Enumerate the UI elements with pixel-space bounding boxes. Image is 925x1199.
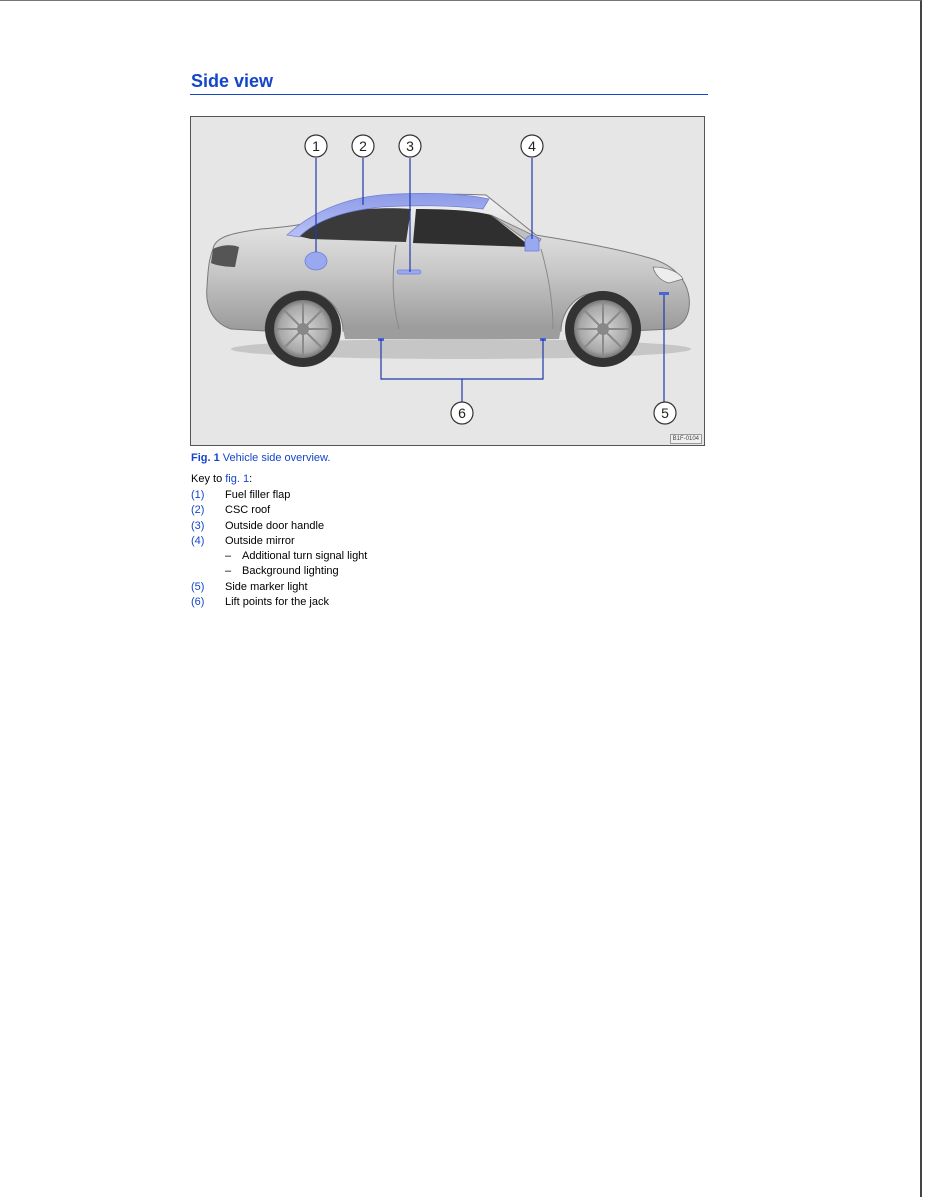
callout-6-label: 6 bbox=[458, 405, 466, 421]
figure-code: B1F-0104 bbox=[670, 434, 702, 444]
side-marker-highlight bbox=[659, 292, 669, 295]
rear-wheel bbox=[265, 291, 341, 367]
callout-4 bbox=[521, 135, 543, 157]
key-subitem-label: Additional turn signal light bbox=[242, 550, 368, 563]
key-item-label: CSC roof bbox=[225, 504, 271, 517]
callout-2-label: 2 bbox=[359, 138, 367, 154]
key-item-label: Outside door handle bbox=[225, 519, 325, 532]
bullet-dash: – bbox=[225, 550, 232, 563]
callout-1 bbox=[305, 135, 327, 157]
key-subitem-label: Background lighting bbox=[242, 565, 339, 578]
bullet-dash: – bbox=[225, 565, 232, 578]
key-item-number[interactable]: (1) bbox=[191, 489, 205, 501]
key-intro-suffix: : bbox=[249, 473, 253, 485]
title-underline bbox=[190, 94, 708, 95]
callout-5-label: 5 bbox=[661, 405, 669, 421]
key-item-label: Fuel filler flap bbox=[225, 489, 291, 501]
key-item-number[interactable]: (4) bbox=[191, 534, 205, 547]
door-handle-highlight bbox=[397, 270, 421, 274]
callout-4-label: 4 bbox=[528, 138, 536, 154]
front-wheel bbox=[565, 291, 641, 367]
callout-2 bbox=[352, 135, 374, 157]
callout-6 bbox=[451, 402, 473, 424]
figure-link[interactable]: fig. 1 bbox=[225, 473, 250, 485]
key-item-label: Outside mirror bbox=[225, 534, 295, 547]
callout-5 bbox=[654, 402, 676, 424]
key-item-number[interactable]: (2) bbox=[191, 504, 205, 517]
vehicle-illustration bbox=[191, 117, 704, 445]
key-item-number[interactable]: (3) bbox=[191, 519, 205, 532]
vehicle-side-figure bbox=[190, 116, 705, 446]
figure-caption bbox=[191, 452, 330, 464]
callout-3-label: 3 bbox=[406, 138, 414, 154]
key-intro-prefix: Key to bbox=[191, 473, 226, 485]
fuel-flap-highlight bbox=[305, 252, 327, 270]
page-title: Side view bbox=[191, 71, 274, 91]
rear-light bbox=[211, 245, 239, 267]
key-item-label: Lift points for the jack bbox=[225, 596, 329, 609]
figure-caption-text: Vehicle side overview. bbox=[219, 452, 331, 464]
key-item-number[interactable]: (5) bbox=[191, 580, 205, 593]
sill bbox=[343, 329, 561, 339]
callout-3 bbox=[399, 135, 421, 157]
callout-1-label: 1 bbox=[312, 138, 320, 154]
key-intro bbox=[191, 473, 252, 485]
key-item-label: Side marker light bbox=[225, 580, 308, 593]
figure-caption-label: Fig. 1 bbox=[191, 452, 220, 464]
key-item-number[interactable]: (6) bbox=[191, 596, 205, 609]
